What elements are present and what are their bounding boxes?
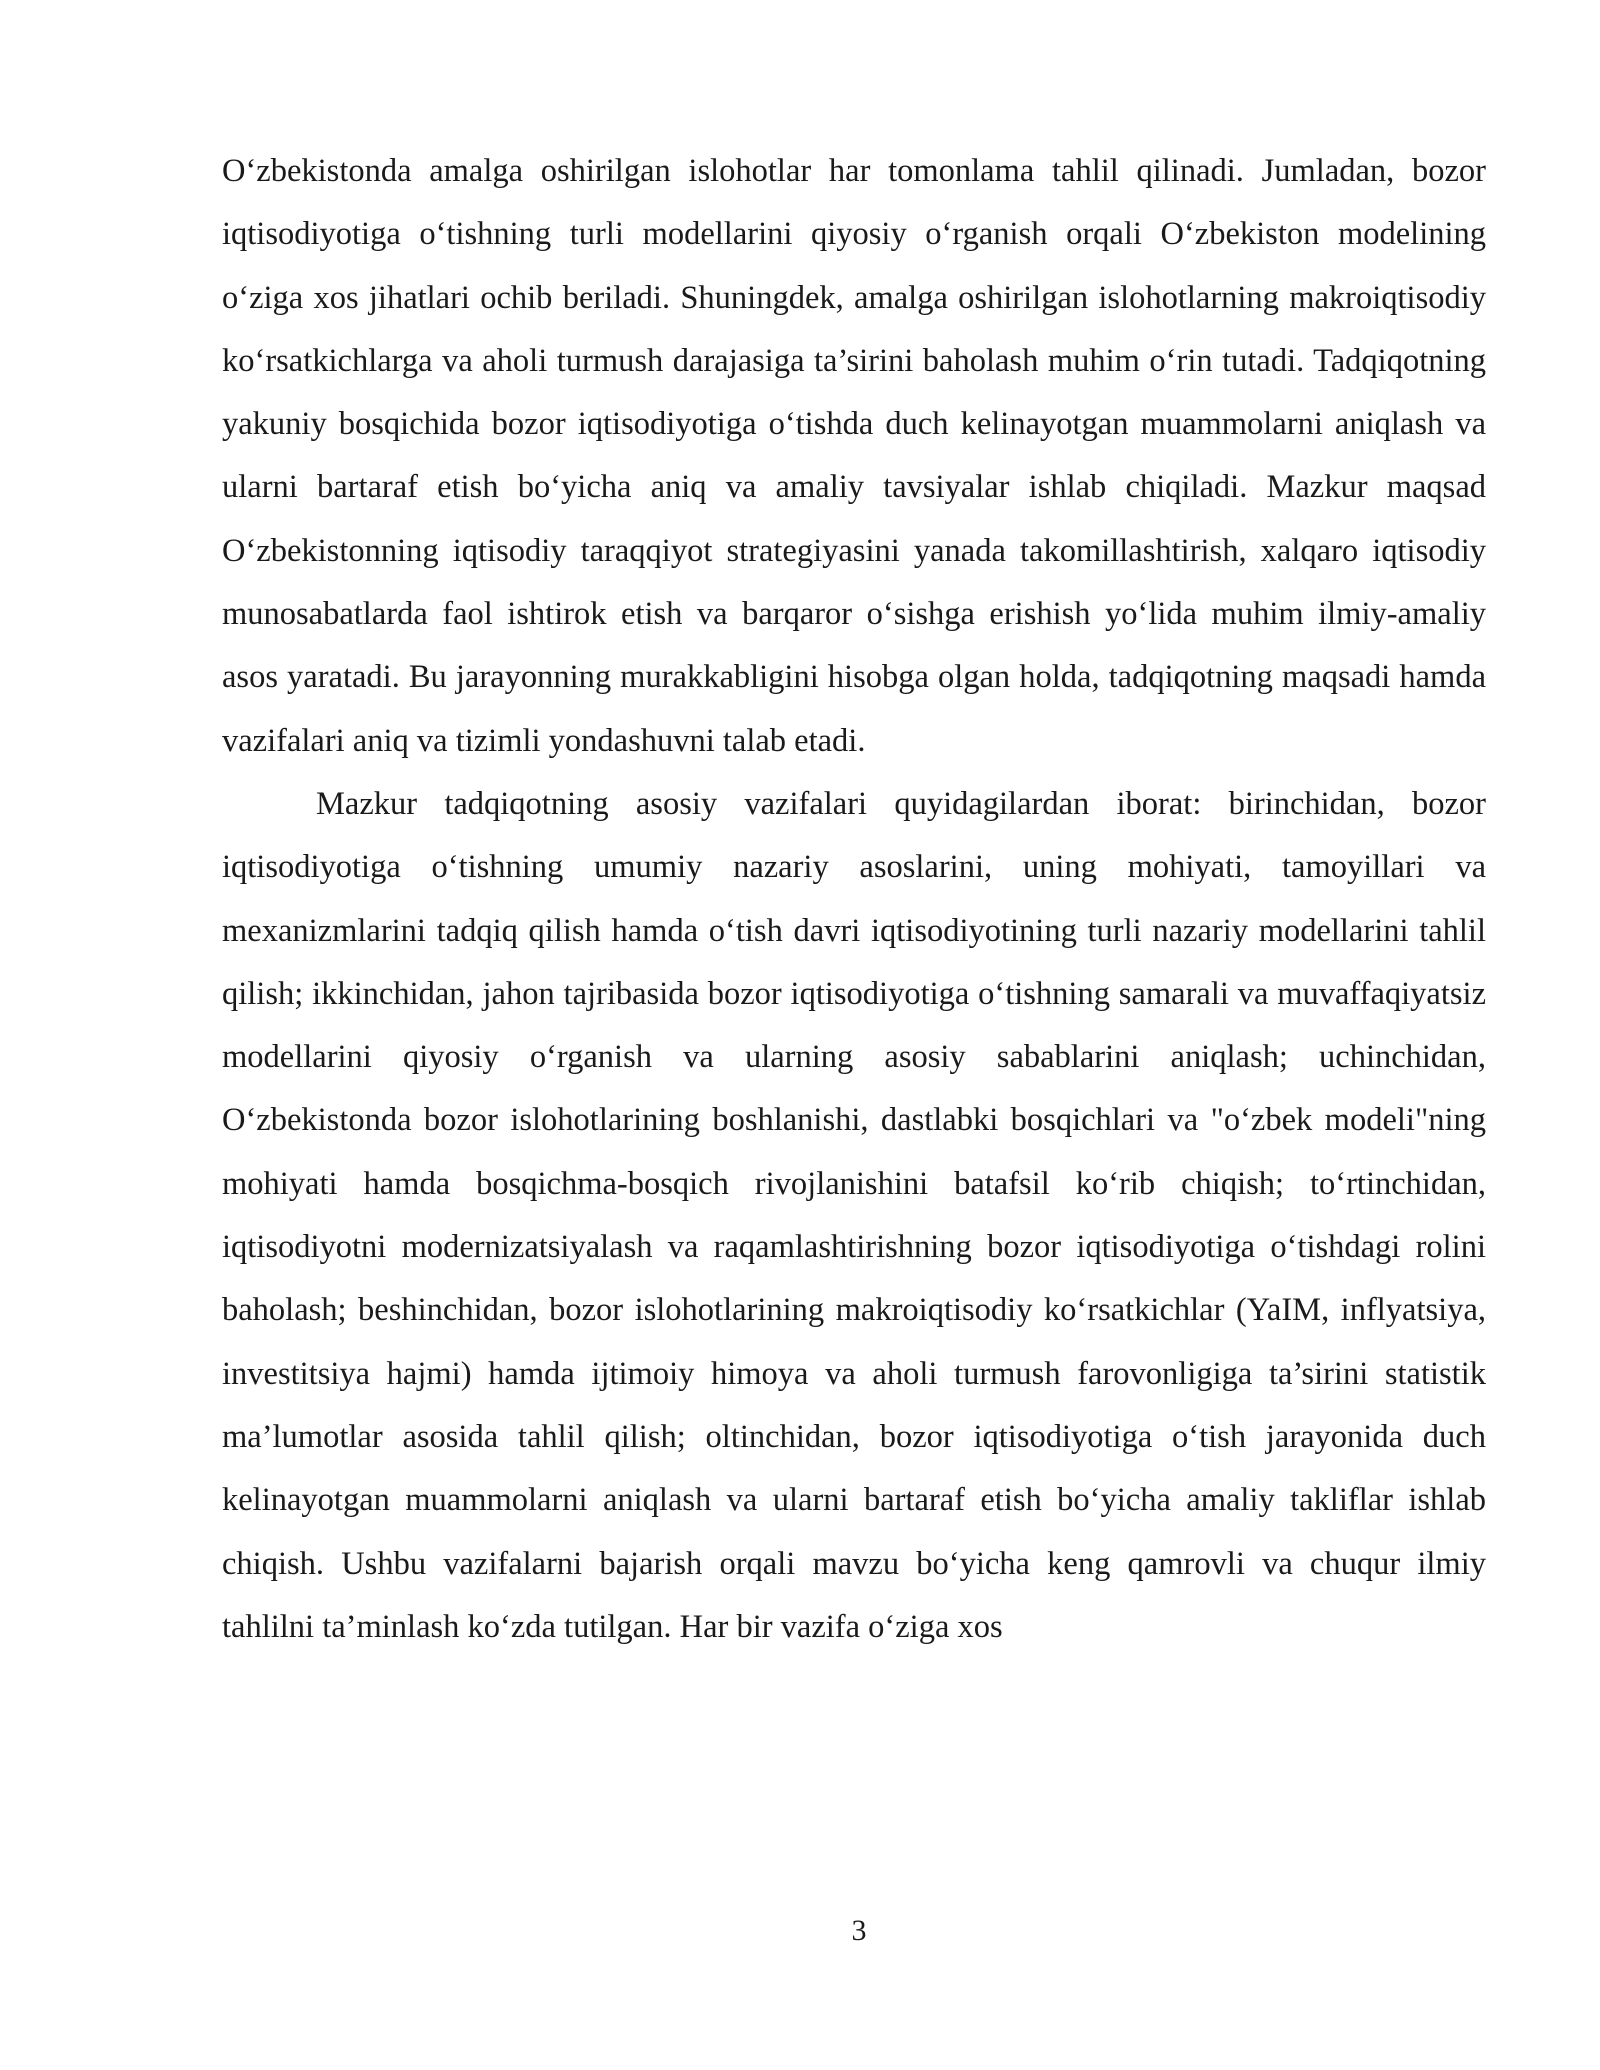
paragraph-continued: O‘zbekistonda amalga oshirilgan islohotlar har tomonlama tahlil qilinadi. Jumladan, bozor iqtisodiyotiga o‘tishning turli modellarini qiyosiy o‘rganish orqali O‘zbekiston modelining o‘ziga xos jihatlari ochib beriladi. Shuningdek, amalga oshirilgan islohotlarning makroiqtisodiy ko‘rsatkichlarga va aholi turmush darajasiga ta’sirini baholash muhim o‘rin tutadi. Tadqiqotning yakuniy bosqichida bozor iqtisodiyotiga o‘tishda duch kelinayotgan muammolarni aniqlash va ularni bartaraf etish bo‘yicha aniq va amaliy tavsiyalar ishlab chiqiladi. Mazkur maqsad O‘zbekistonning iqtisodiy taraqqiyot strategiyasini yanada takomillashtirish, xalqaro iqtisodiy munosabatlarda faol ishtirok etish va barqaror o‘sishga erishish yo‘lida muhim ilmiy-amaliy asos yaratadi. Bu jarayonning murakkabligini hisobga olgan holda, tadqiqotning maqsadi hamda vazifalari aniq va tizimli yondashuvni talab etadi.	[222, 153, 1486, 759]
body-text	[222, 140, 1486, 1659]
paragraph-research-tasks: Mazkur tadqiqotning asosiy vazifalari quyidagilardan iborat: birinchidan, bozor iqtisodiyotiga o‘tishning umumiy nazariy asoslarini, uning mohiyati, tamoyillari va mexanizmlarini tadqiq qilish hamda o‘tish davri iqtisodiyotining turli nazariy modellarini tahlil qilish; ikkinchidan, jahon tajribasida bozor iqtisodiyotiga o‘tishning samarali va muvaffaqiyatsiz modellarini qiyosiy o‘rganish va ularning asosiy sabablarini aniqlash; uchinchidan, O‘zbekistonda bozor islohotlarining boshlanishi, dastlabki bosqichlari va "o‘zbek modeli"ning mohiyati hamda bosqichma-bosqich rivojlanishini batafsil ko‘rib chiqish; to‘rtinchidan, iqtisodiyotni modernizatsiyalash va raqamlashtirishning bozor iqtisodiyotiga o‘tishdagi rolini baholash; beshinchidan, bozor islohotlarining makroiqtisodiy ko‘rsatkichlar (YaIM, inflyatsiya, investitsiya hajmi) hamda ijtimoiy himoya va aholi turmush farovonligiga ta’sirini statistik ma’lumotlar asosida tahlil qilish; oltinchidan, bozor iqtisodiyotiga o‘tish jarayonida duch kelinayotgan muammolarni aniqlash va ularni bartaraf etish bo‘yicha amaliy takliflar ishlab chiqish. Ushbu vazifalarni bajarish orqali mavzu bo‘yicha keng qamrovli va chuqur ilmiy tahlilni ta’minlash ko‘zda tutilgan. Har bir vazifa o‘ziga xos	[222, 785, 1486, 1645]
page-number: 3	[851, 1914, 867, 1947]
